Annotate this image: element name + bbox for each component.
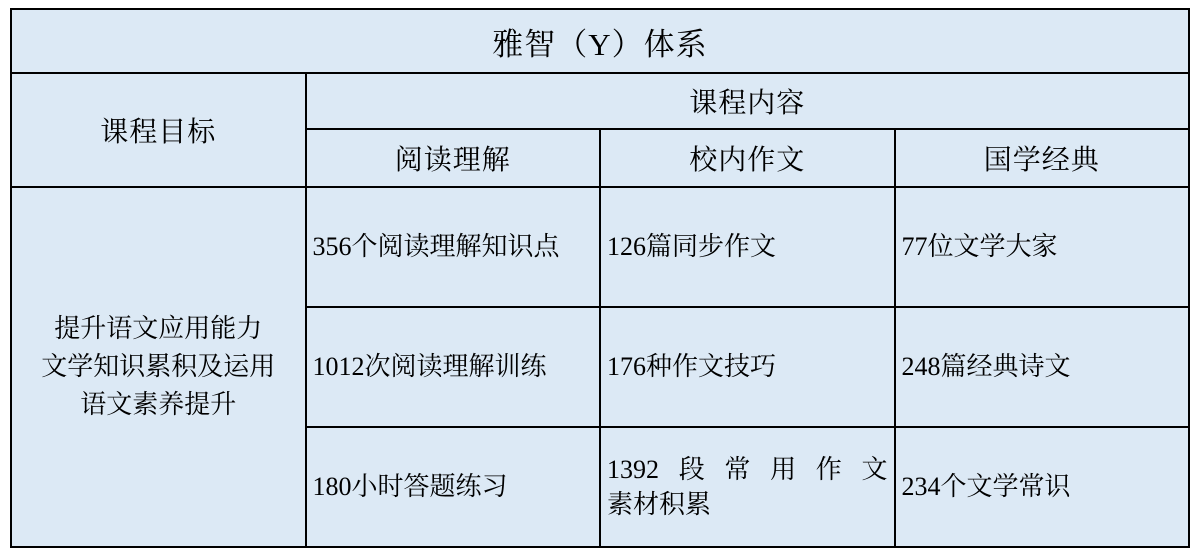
cell-composition-2: 176种作文技巧 bbox=[600, 307, 895, 427]
cell-composition-1: 126篇同步作文 bbox=[600, 187, 895, 307]
course-goal-line-1: 提升语文应用能力 bbox=[54, 314, 263, 344]
course-goal-line-2: 文学知识累积及运用 bbox=[41, 352, 276, 382]
cell-classics-1: 77位文学大家 bbox=[895, 187, 1190, 307]
cell-composition-3 bbox=[600, 427, 895, 547]
cell-reading-2: 1012次阅读理解训练 bbox=[306, 307, 601, 427]
column-header-course-content: 课程内容 bbox=[306, 73, 1190, 129]
column-header-chinese-classics: 国学经典 bbox=[895, 129, 1190, 187]
cell-reading-1: 356个阅读理解知识点 bbox=[306, 187, 601, 307]
table-row-1 bbox=[11, 187, 1189, 307]
column-header-reading-comprehension: 阅读理解 bbox=[306, 129, 601, 187]
column-header-course-goal: 课程目标 bbox=[11, 73, 306, 187]
curriculum-table bbox=[10, 8, 1190, 548]
table-row-title bbox=[11, 9, 1189, 73]
cell-classics-3: 234个文学常识 bbox=[895, 427, 1190, 547]
table-row-header-top bbox=[11, 73, 1189, 129]
course-goal-cell bbox=[11, 187, 306, 547]
table-title: 雅智（Y）体系 bbox=[11, 9, 1189, 73]
cell-classics-2: 248篇经典诗文 bbox=[895, 307, 1190, 427]
cell-composition-3-line-1: 1392段常用作文 bbox=[607, 454, 888, 484]
cell-composition-3-line-2: 素材积累 bbox=[607, 490, 712, 519]
cell-reading-3: 180小时答题练习 bbox=[306, 427, 601, 547]
column-header-school-composition: 校内作文 bbox=[600, 129, 895, 187]
course-goal-line-3: 语文素养提升 bbox=[80, 389, 237, 419]
